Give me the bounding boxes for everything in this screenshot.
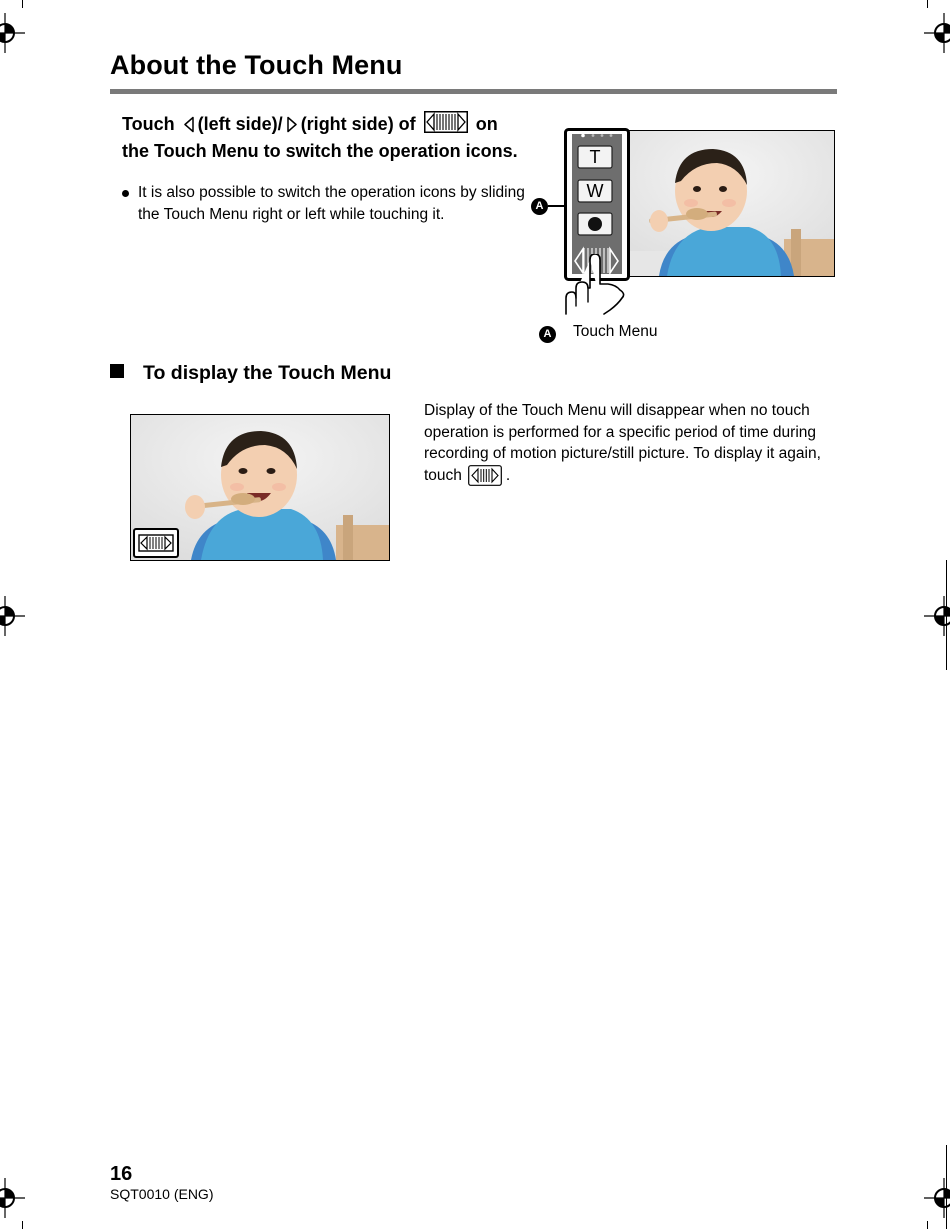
callout-a-marker: A bbox=[531, 198, 548, 215]
trim-mark bbox=[22, 0, 23, 8]
figure-caption: Touch Menu bbox=[573, 323, 658, 340]
bullet-text: It is also possible to switch the operation icons by sliding the Touch Menu right or left while touching it. bbox=[138, 184, 525, 223]
touch-menu-tab-button[interactable] bbox=[133, 528, 179, 558]
section-body bbox=[424, 400, 834, 492]
callout-leader-line bbox=[548, 205, 566, 207]
touch-menu-zoom-t-button[interactable]: T bbox=[589, 147, 601, 167]
registration-mark-icon bbox=[0, 1178, 25, 1218]
left-side-label: (left side)/ bbox=[197, 114, 283, 134]
right-side-label: (right side) of bbox=[300, 114, 416, 134]
touch-menu-tab-icon bbox=[468, 465, 502, 493]
registration-mark-icon bbox=[0, 13, 25, 53]
caption-callout-a: A bbox=[539, 326, 556, 343]
section-heading bbox=[110, 362, 391, 385]
instruction-part1: Touch bbox=[122, 114, 175, 134]
instruction bbox=[122, 111, 527, 163]
section-heading-text: To display the Touch Menu bbox=[143, 362, 392, 384]
trim-mark bbox=[927, 1221, 928, 1229]
baby-photo-illustration bbox=[619, 131, 834, 276]
trim-mark bbox=[22, 1221, 23, 1229]
hand-pointer-icon bbox=[560, 254, 630, 316]
left-triangle-icon bbox=[183, 116, 195, 140]
trim-mark bbox=[927, 0, 928, 8]
registration-mark-icon bbox=[0, 596, 25, 636]
touch-menu-tab-icon bbox=[135, 530, 177, 556]
trim-mark bbox=[946, 560, 947, 670]
instruction-part2: on the Touch Menu to switch the operation icons. bbox=[122, 114, 518, 161]
right-triangle-icon bbox=[286, 116, 298, 140]
section-body-end: . bbox=[505, 466, 511, 484]
registration-mark-icon bbox=[924, 13, 950, 53]
camera-screen-photo-2 bbox=[130, 414, 390, 561]
bullet-icon bbox=[122, 190, 129, 197]
section-body-text: Display of the Touch Menu will disappear when no touch operation is performed for a specific period of time during recording of motion picture/still picture. To display it again, touch bbox=[424, 402, 821, 484]
bullet-note bbox=[122, 182, 527, 225]
title-rule bbox=[110, 89, 837, 94]
square-bullet-icon bbox=[110, 364, 124, 378]
touch-menu-tab-icon bbox=[424, 111, 468, 140]
touch-menu-zoom-w-button[interactable]: W bbox=[586, 181, 604, 201]
trim-mark bbox=[946, 1145, 947, 1229]
camera-screen-photo bbox=[618, 130, 835, 277]
document-code: SQT0010 (ENG) bbox=[110, 1186, 214, 1202]
page-title: About the Touch Menu bbox=[110, 50, 403, 80]
page-number: 16 bbox=[110, 1163, 133, 1185]
